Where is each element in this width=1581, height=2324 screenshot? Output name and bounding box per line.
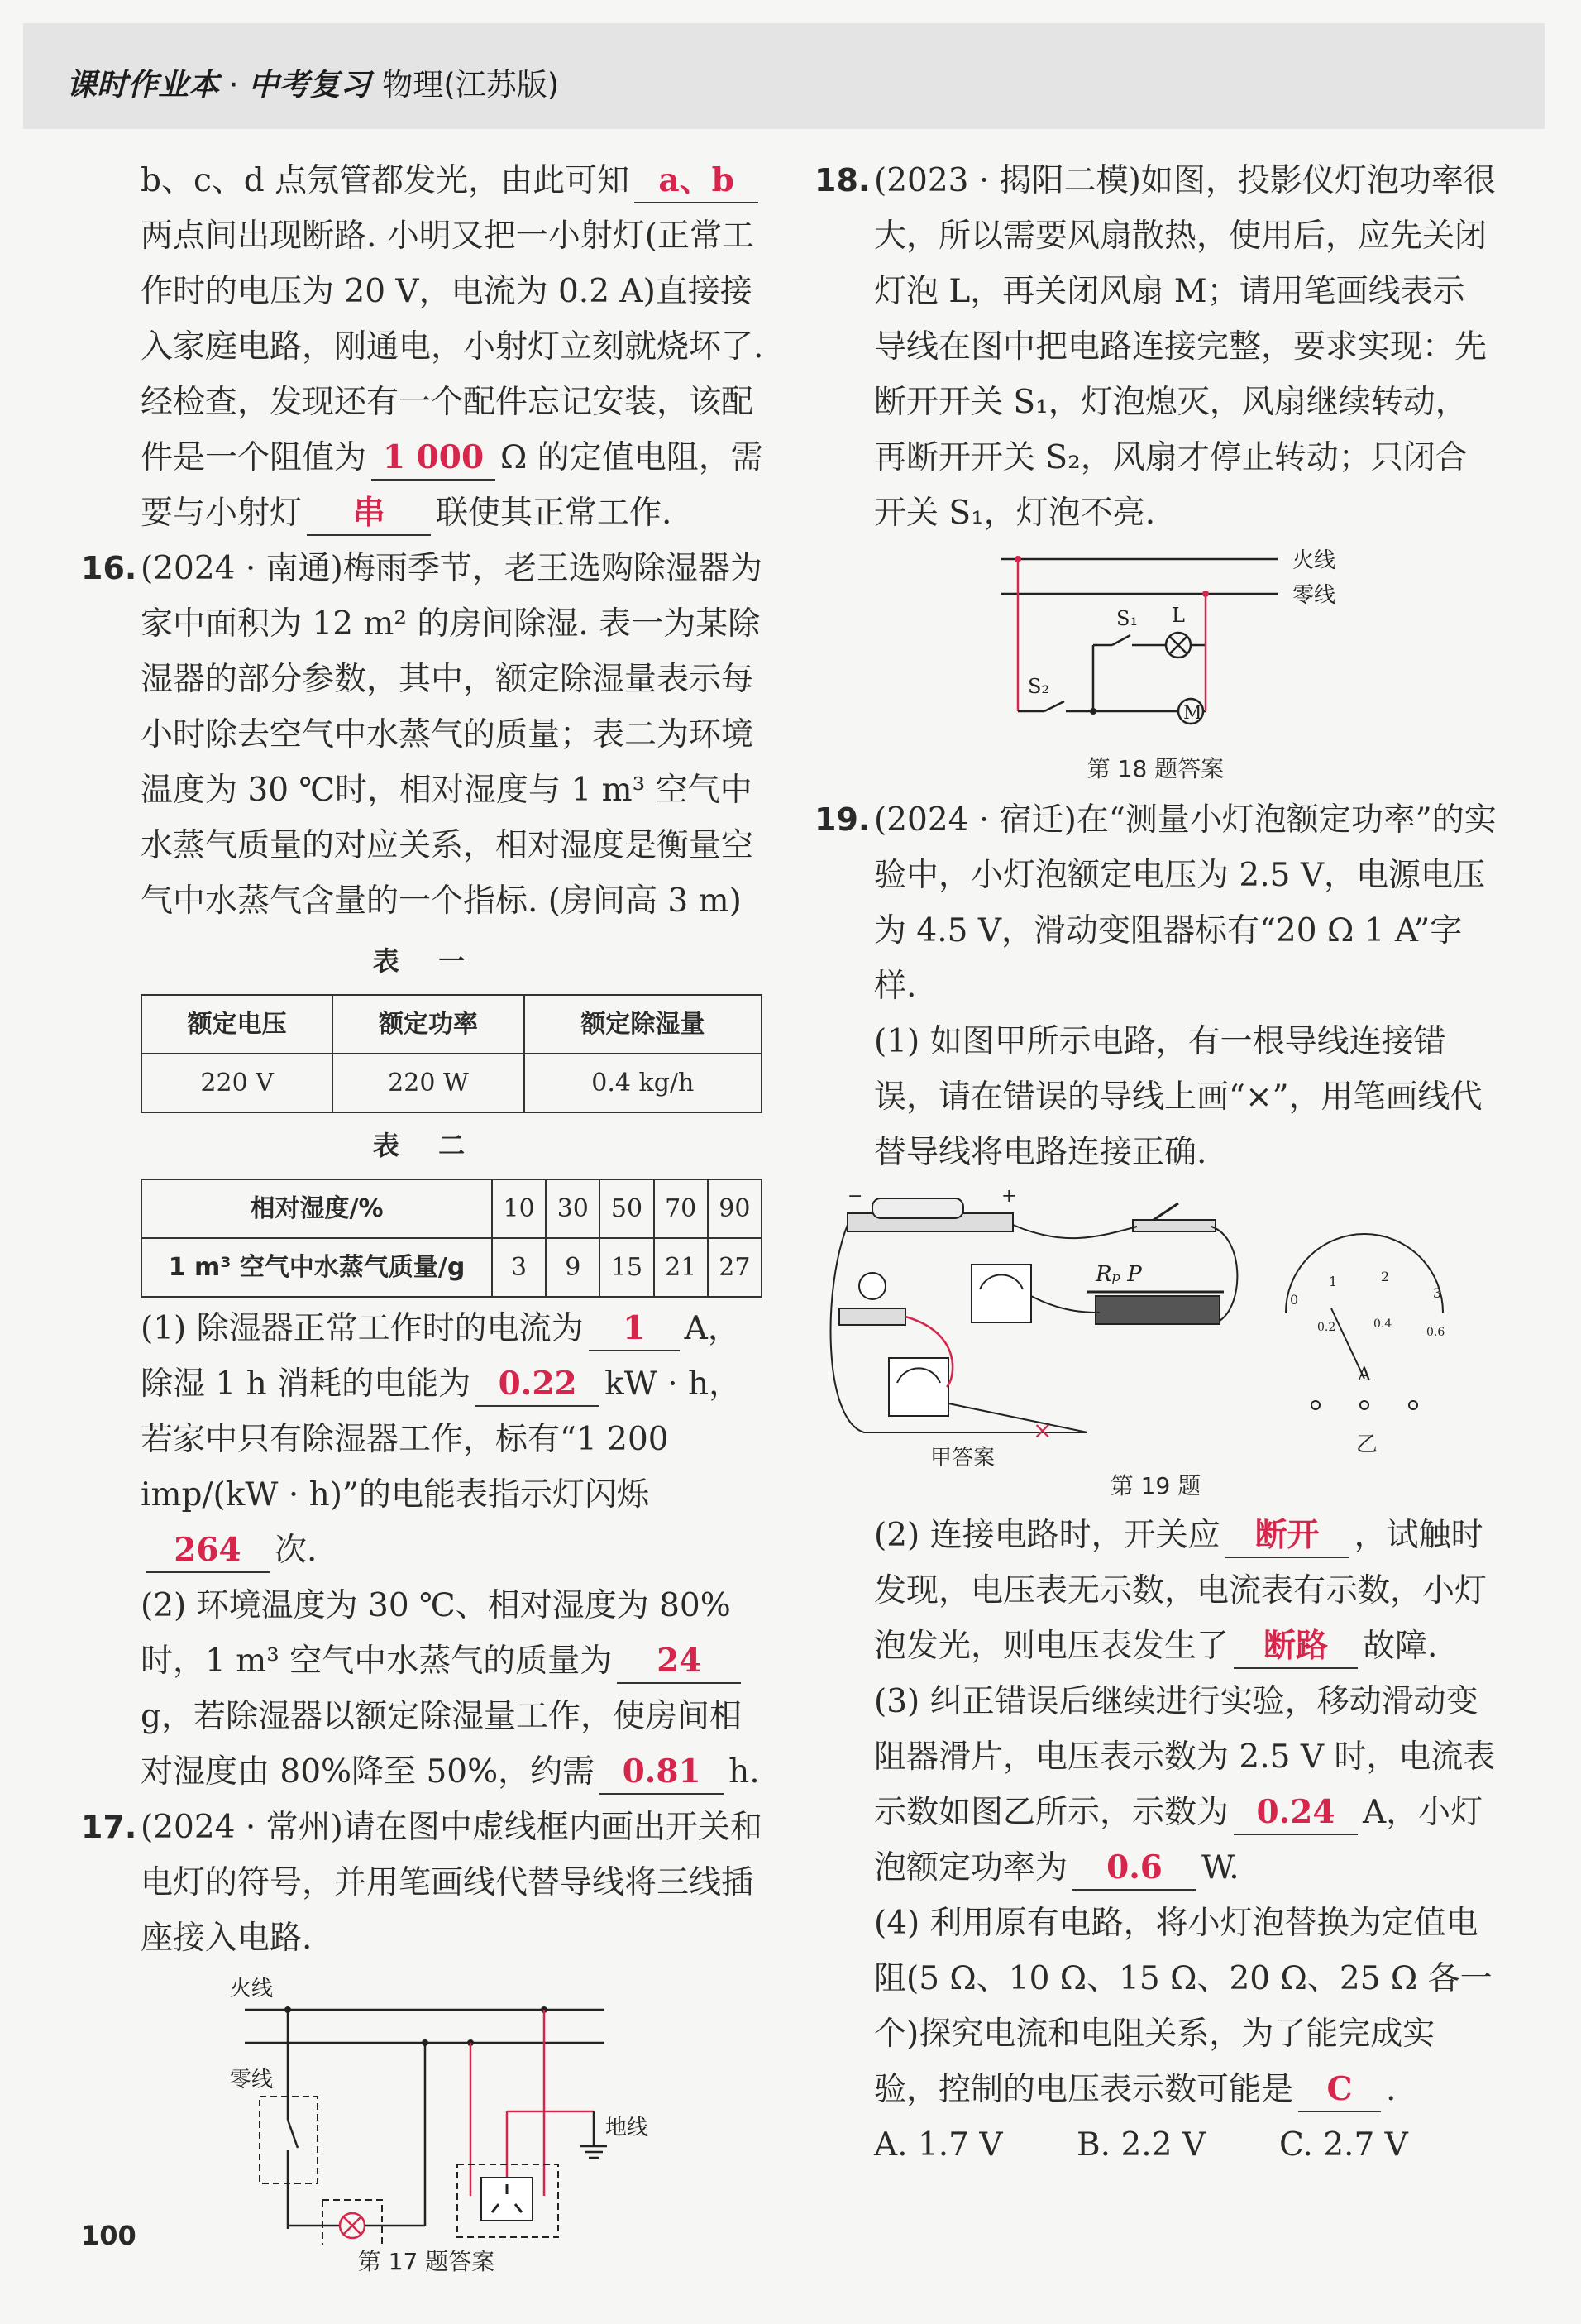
wire	[1013, 1225, 1137, 1238]
question-number: 17.	[81, 1809, 137, 1845]
answer-blank: a、b	[634, 159, 758, 203]
rheostat-label: Rₚ P	[1096, 1262, 1142, 1287]
table-cell: 3	[492, 1238, 546, 1297]
page-number: 100	[81, 2220, 136, 2251]
header-dot: ·	[219, 67, 249, 103]
svg-text:−: −	[848, 1188, 863, 1207]
svg-text:1: 1	[1329, 1274, 1338, 1289]
ground-wire-label: 地线	[605, 2116, 649, 2140]
table-cell: 21	[654, 1238, 708, 1297]
q19-part4: (4) 利用原有电路，将小灯泡替换为定值电阻(5 Ω、10 Ω、15 Ω、20 Ω、25 Ω 各一个)探究电流和电阻关系，为了能完成实验，控制的电压表示数可能是 C .	[814, 1896, 1497, 2117]
q19-circuit-figure	[814, 1188, 1497, 1470]
lamp-label: L	[1172, 604, 1185, 627]
bulb-icon	[859, 1273, 886, 1299]
question-number: 16.	[81, 550, 137, 586]
table-cell: 220 W	[332, 1054, 523, 1112]
table2-title: 表 二	[372, 1130, 480, 1161]
q16-part2: (2) 环境温度为 30 ℃、相对湿度为 80%时，1 m³ 空气中水蒸气的质量为 24g，若除湿器以额定除湿量工作，使房间相对湿度由 80%降至 50%，约需 0.81 h.	[81, 1578, 771, 1800]
q18-caption: 第 18 题答案	[1087, 755, 1225, 782]
figure-yi-label: 乙	[1356, 1432, 1378, 1457]
svg-text:3: 3	[1433, 1285, 1442, 1301]
table-header: 额定电压	[141, 995, 332, 1054]
option-b: B. 2.2 V	[1077, 2126, 1206, 2164]
meter-unit-label: A	[1358, 1365, 1371, 1385]
q19-part1: (1) 如图甲所示电路，有一根导线连接错误，请在错误的导线上画“×”，用笔画线代替导线将电路连接正确.	[874, 1023, 1483, 1171]
svg-text:2: 2	[1381, 1269, 1390, 1284]
option-a: A. 1.7 V	[874, 2126, 1003, 2164]
ammeter-dial-icon	[1286, 1234, 1443, 1313]
wire	[831, 1225, 1087, 1432]
q19-caption: 第 19 题	[1110, 1472, 1201, 1499]
left-column	[81, 153, 771, 2279]
q18-stem: 18. (2023 · 揭阳二模)如图，投影仪灯泡功率很大，所以需要风扇散热，使用后，应先关闭灯泡 L，再关闭风扇 M；请用笔画线表示导线在图中把电路连接完整，要求实现：先断开开关 S₁，灯泡熄灭，风扇继续转动，再断开开关 S₂，风扇才停止转动；只闭合开关 S₁，灯泡不亮.	[814, 153, 1497, 541]
table-header: 额定功率	[332, 995, 523, 1054]
switch-s2-icon	[1044, 701, 1064, 711]
answer-blank: 0.22	[475, 1362, 599, 1407]
table-cell: 15	[599, 1238, 653, 1297]
switch-s1-label: S₁	[1116, 607, 1139, 630]
rheostat-icon	[1096, 1296, 1220, 1324]
lamp-holder	[839, 1308, 905, 1325]
question-number: 19.	[814, 801, 871, 838]
svg-text:0.2: 0.2	[1317, 1321, 1336, 1334]
q19-part2: (2) 连接电路时，开关应 断开 ，试触时发现，电压表无示数，电流表有示数，小灯泡发光，则电压表发生了 断路 故障.	[814, 1508, 1497, 1674]
table-cell: 90	[708, 1179, 762, 1238]
table-cell: 9	[546, 1238, 599, 1297]
motor-label: M	[1183, 703, 1202, 724]
answer-blank: 0.81	[599, 1750, 724, 1795]
answer-blank: C	[1298, 2068, 1381, 2112]
switch-icon	[1133, 1220, 1216, 1231]
book-title: 中考复习	[248, 67, 371, 103]
q16-stem: 16. (2024 · 南通)梅雨季节，老王选购除湿器为家中面积为 12 m² 的房间除湿. 表一为某除湿器的部分参数，其中，额定除湿量表示每小时除去空气中水蒸气的质量；表二为环境温度为 30 ℃时，相对湿度与 1 m³ 空气中水蒸气质量的对应关系，相对湿度是衡量空气中水蒸气含量的一个指标. (房间高 3 m)	[81, 541, 771, 929]
voltmeter-icon	[972, 1265, 1031, 1322]
right-column	[814, 153, 1497, 2173]
live-wire-label: 火线	[230, 1977, 274, 2001]
table-cell: 50	[599, 1179, 653, 1238]
error-mark-icon: ×	[1033, 1417, 1053, 1444]
neutral-wire-label: 零线	[1292, 583, 1336, 608]
series-name: 课时作业本	[66, 67, 219, 103]
switch-s2-label: S₂	[1028, 675, 1050, 698]
answer-blank: 串	[307, 491, 431, 536]
table-cell: 0.4 kg/h	[524, 1054, 762, 1112]
table1-title: 表 一	[372, 945, 480, 977]
socket-icon	[481, 2178, 533, 2221]
q18-circuit-figure	[814, 546, 1497, 753]
neutral-wire-label: 零线	[230, 2068, 274, 2092]
ammeter-icon	[889, 1358, 948, 1416]
answer-blank: 0.6	[1072, 1846, 1196, 1891]
figure-jia-label: 甲答案	[930, 1446, 996, 1470]
answer-blank: 断路	[1234, 1624, 1358, 1669]
book-subtitle: 物理(江苏版)	[382, 67, 560, 103]
table-header: 相对湿度/%	[141, 1179, 492, 1238]
q19-stem: 19. (2024 · 宿迁)在“测量小灯泡额定功率”的实验中，小灯泡额定电压为 2.5 V，电源电压为 4.5 V，滑动变阻器标有“20 Ω 1 A”字样.	[814, 792, 1497, 1014]
table-cell: 30	[546, 1179, 599, 1238]
answer-blank: 1 000	[371, 436, 495, 481]
table-cell: 70	[654, 1179, 708, 1238]
switch-icon	[288, 2120, 298, 2148]
table-header: 额定除湿量	[524, 995, 762, 1054]
table-cell: 10	[492, 1179, 546, 1238]
answer-blank: 24	[617, 1639, 741, 1684]
svg-text:0.4: 0.4	[1373, 1317, 1392, 1331]
answer-blank: 断开	[1225, 1513, 1349, 1558]
svg-text:+: +	[1001, 1188, 1017, 1207]
svg-text:0: 0	[1290, 1292, 1299, 1308]
answer-blank: 264	[146, 1528, 270, 1573]
q17-circuit-figure	[81, 1973, 771, 2245]
table2	[141, 1179, 762, 1298]
q15-continuation: b、c、d 点氖管都发光，由此可知 a、b两点间出现断路. 小明又把一小射灯(正常工作时的电压为 20 V，电流为 0.2 A)直接接入家庭电路，刚通电，小射灯立刻就烧坏了. 经检查，发现还有一个配件忘记安装，该配件是一个阻值为 1 000 Ω 的定值电阻，需要与小射灯 串 联使其正常工作.	[81, 153, 771, 541]
switch-s1-icon	[1112, 635, 1130, 645]
table1	[141, 994, 762, 1113]
table-cell: 220 V	[141, 1054, 332, 1112]
q17-stem: 17. (2024 · 常州)请在图中虚线框内画出开关和电灯的符号，并用笔画线代替导线将三线插座接入电路.	[81, 1800, 771, 1966]
q17-caption: 第 17 题答案	[357, 2248, 495, 2275]
table-cell: 27	[708, 1238, 762, 1297]
q16-part1: (1) 除湿器正常工作时的电流为 1 A，除湿 1 h 消耗的电能为 0.22 kW · h，若家中只有除湿器工作，标有“1 200 imp/(kW · h)”的电能表指示灯闪烁264 次.	[81, 1301, 771, 1578]
answer-blank: 1	[589, 1307, 680, 1351]
table-header: 1 m³ 空气中水蒸气质量/g	[141, 1238, 492, 1297]
option-c: C. 2.7 V	[1279, 2126, 1408, 2164]
live-wire-label: 火线	[1292, 548, 1336, 573]
header-title	[66, 60, 559, 104]
q19-part3: (3) 纠正错误后继续进行实验，移动滑动变阻器滑片，电压表示数为 2.5 V 时，电流表示数如图乙所示，示数为 0.24 A，小灯泡额定功率为 0.6 W.	[814, 1674, 1497, 1896]
question-number: 18.	[814, 162, 871, 198]
q19-options	[814, 2117, 1497, 2173]
answer-blank: 0.24	[1234, 1791, 1358, 1835]
svg-text:0.6: 0.6	[1426, 1326, 1445, 1339]
